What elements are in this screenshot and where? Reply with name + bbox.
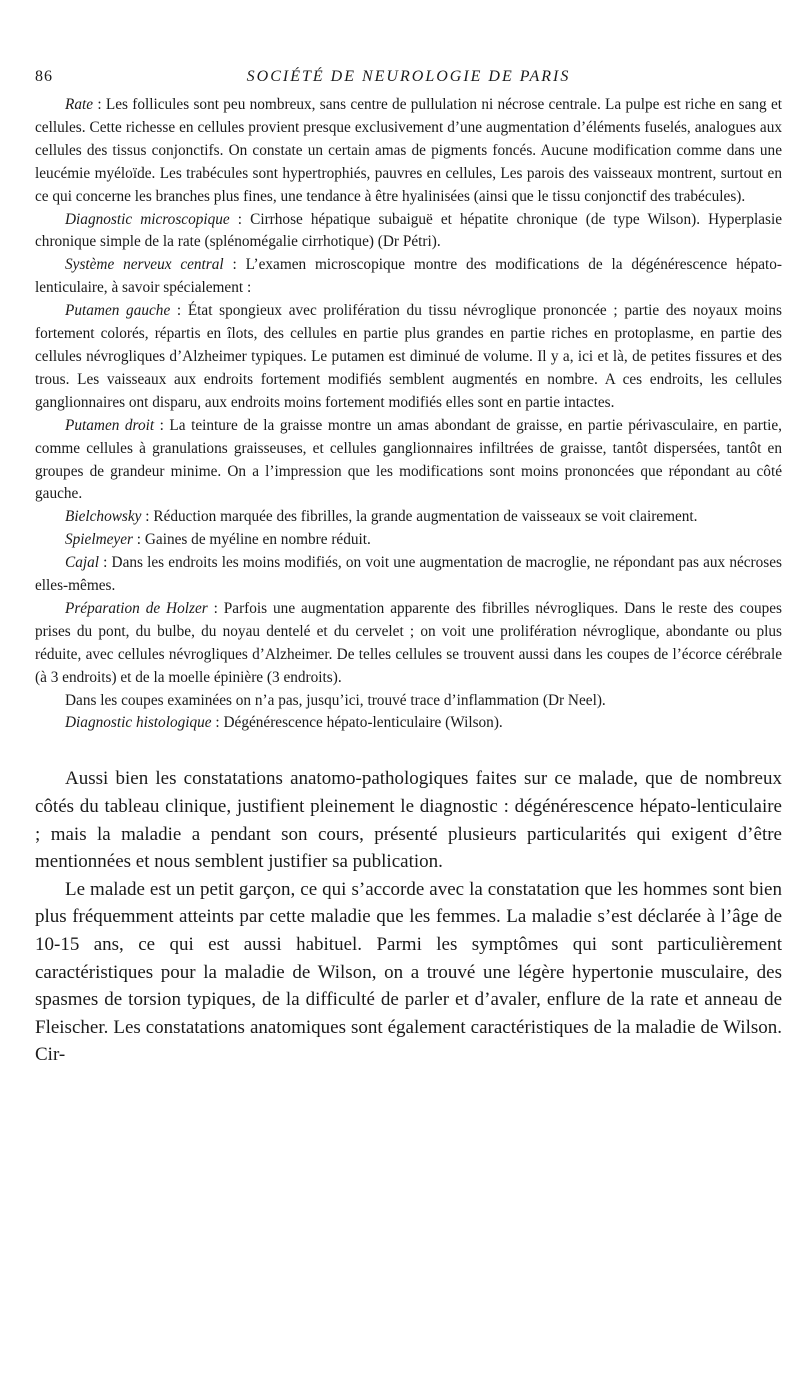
note-lead: Diagnostic microscopique	[65, 210, 230, 228]
note-lead: Cajal	[65, 554, 99, 572]
note-text: : Dans les endroits les moins modifiés, on voit une augmentation de macroglie, ne répondant pas aux nécroses elles-mêmes.	[35, 554, 782, 595]
note-text: : Réduction marquée des fibrilles, la grande augmentation de vaisseaux se voit clairement.	[141, 508, 698, 526]
note-paragraph	[35, 254, 782, 300]
histology-notes	[35, 94, 782, 735]
note-lead: Rate	[65, 96, 94, 113]
note-lead: Putamen droit	[65, 416, 155, 434]
body-paragraph: Le malade est un petit garçon, ce qui s’accorde avec la constatation que les hommes sont bien plus fréquemment atteints par cette maladie que les femmes. La maladie s’est déclarée à l’âge de 10-15 ans, ce qui est aussi habituel. Parmi les symptômes qui sont particulièrement caractéristiques pour la maladie de Wilson, on a trouvé une légère hypertonie musculaire, des spasmes de torsion typiques, de la difficulté de parler et d’avaler, enflure de la rate et anneau de Fleischer. Les constatations anatomiques sont également caractéristiques de la maladie de Wilson. Cir-	[35, 878, 782, 1066]
note-paragraph	[35, 712, 782, 735]
running-title: SOCIÉTÉ DE NEUROLOGIE DE PARIS	[246, 68, 571, 85]
note-paragraph	[35, 300, 782, 415]
main-text	[35, 765, 782, 1069]
note-paragraph	[35, 598, 782, 690]
note-text: : Gaines de myéline en nombre réduit.	[132, 531, 371, 549]
note-paragraph	[35, 415, 782, 507]
note-lead: Diagnostic histologique	[65, 714, 212, 732]
note-text: : Cirrhose hépatique subaiguë et hépatite chronique (de type Wilson). Hyperplasie chronique simple de la rate (splénomégalie cirrhotique) (Dr Pétri).	[35, 210, 783, 251]
page-header	[35, 68, 782, 92]
note-text: : Parfois une augmentation apparente des fibrilles névrogliques. Dans le reste des coupes prises du pont, du bulbe, du noyau dentelé et du cervelet ; on voit une prolifération névroglique, abondante ou plus réduite, avec cellules névrogliques d’Alzheimer. De telles cellules se trouvent aussi dans les coupes de l’écorce cérébrale (à 3 endroits) et de la moelle épinière (3 endroits).	[35, 599, 782, 686]
note-text: : La teinture de la graisse montre un amas abondant de graisse, en partie périvasculaire, en partie, comme cellules à granulations graisseuses, et cellules ganglionnaires infiltrées de graisse, tantôt dispersées, tantôt en groupes de grandeur minime. On a l’impression que les modifications sont moins prononcées que répondant au côté gauche.	[35, 416, 782, 503]
note-text: : Les follicules sont peu nombreux, sans centre de pullulation ni nécrose centrale. La pulpe est riche en sang et cellules. Cette richesse en cellules provient presque exclusivement d’une augmentation d’éléments fuselés, analogues aux cellules des tissus conjonctifs. On constate un certain amas de pigments foncés. Aucune modification comme dans une leucémie myéloïde. Les trabécules sont hypertrophiés, pauvres en cellules, Les parois des vaisseaux montrent, surtout en ce qui concerne les branches plus fines, une tendance à être hyalinisées (ainsi que le tissu conjonctif des trabécules).	[35, 96, 782, 205]
note-lead: Système nerveux central	[65, 256, 224, 274]
note-lead: Spielmeyer	[65, 531, 133, 549]
note-lead: Putamen gauche	[65, 302, 171, 320]
page-number: 86	[35, 68, 53, 85]
note-lead: Bielchowsky	[65, 508, 142, 526]
body-paragraph: Aussi bien les constatations anatomo-pathologiques faites sur ce malade, que de nombreux côtés du tableau clinique, justifient pleinement le diagnostic : dégénérescence hépato-lenticulaire ; mais la maladie a pendant son cours, présenté plusieurs particularités qui exigent d’être mentionnées et nous semblent justifier sa publication.	[35, 768, 782, 873]
note-paragraph	[35, 209, 782, 255]
note-text: : Dégénérescence hépato-lenticulaire (Wilson).	[211, 714, 503, 732]
note-paragraph	[35, 552, 782, 598]
note-paragraph	[35, 529, 782, 552]
note-paragraph	[35, 690, 782, 713]
note-paragraph	[35, 94, 782, 209]
note-paragraph	[35, 506, 782, 529]
note-text: : État spongieux avec prolifération du tissu névroglique prononcée ; partie des noyaux moins fortement colorés, répartis en îlots, des cellules en partie plus grandes en partie riches en protoplasme, en partie des cellules névrogliques d’Alzheimer typiques. Le putamen est diminué de volume. Il y a, ici et là, de petites fissures et des trous. Les vaisseaux aux endroits fortement modifiés semblent augmentés en nombre. A ces endroits, les cellules ganglionnaires ont disparu, aux endroits moins fortement modifiés elles sont en partie intactes.	[35, 302, 782, 411]
note-text: : L’examen microscopique montre des modifications de la dégénérescence hépato-lenticulaire, à savoir spécialement :	[35, 256, 782, 297]
note-text: Dans les coupes examinées on n’a pas, jusqu’ici, trouvé trace d’inflammation (Dr Neel).	[65, 691, 606, 709]
note-lead: Préparation de Holzer	[65, 599, 208, 617]
